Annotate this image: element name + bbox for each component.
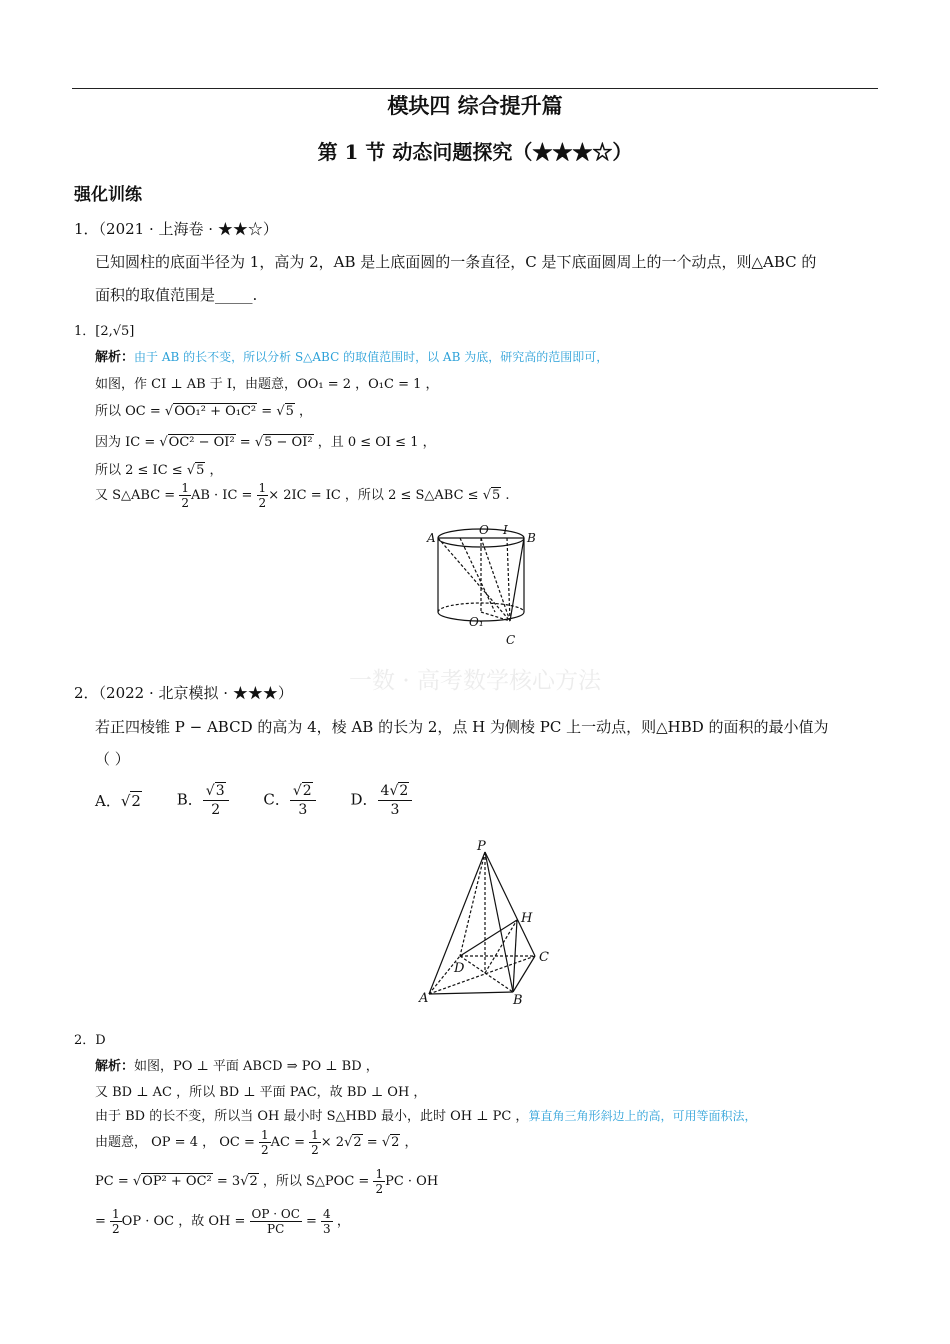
- label-D: D: [454, 961, 465, 976]
- segment-DH: [460, 920, 517, 956]
- option-d[interactable]: D． $\frac{4√2}{3}$: [351, 782, 413, 819]
- segment-IC: [507, 538, 510, 621]
- option-c[interactable]: C． $\frac{√2}{3}$: [263, 782, 315, 819]
- solution2-line6: = $\frac{1}{2}$ OP · OC ，故 OH = $\frac{OP \cdot OC}{PC}$ = $\frac{4}{3}$ ，: [95, 1207, 350, 1236]
- label-A: A: [427, 531, 436, 545]
- problem2-text-line2: （ ）: [95, 750, 130, 768]
- solution2-answer: 2．D: [74, 1033, 106, 1048]
- section-title: 第 1 节 动态问题探究（★★★☆）: [317, 140, 633, 164]
- edge-PB: [485, 852, 513, 992]
- problem2-source: 2．（2022 · 北京模拟 · ★★★）: [74, 684, 293, 702]
- option-a[interactable]: A．√2: [95, 792, 141, 810]
- segment-O1C: [481, 612, 510, 621]
- label-H: H: [521, 911, 533, 926]
- edge-AB: [429, 992, 513, 994]
- solution1-note: 由于 AB 的长不变，所以分析 S△ABC 的取值范围时，以 AB 为底，研究高的范围即可，: [134, 350, 609, 364]
- label-O1: O₁: [469, 615, 484, 629]
- edge-PD: [460, 852, 485, 956]
- problem1-text-line1: 已知圆柱的底面半径为 1，高为 2，AB 是上底面圆的一条直径，C 是下底面圆周上的一个动点，则△ABC 的: [95, 253, 817, 271]
- problem1-text-line2: 面积的取值范围是_____.: [95, 286, 258, 304]
- label-B: B: [527, 531, 536, 545]
- solution2-line3-row: [95, 1105, 756, 1124]
- top-rule: [72, 88, 878, 89]
- watermark: 一数 · 高考数学核心方法: [349, 668, 601, 694]
- training-heading: 强化训练: [74, 185, 142, 205]
- pyramid-figure: [415, 838, 560, 1010]
- solution2-line2: 又 BD ⊥ AC ，所以 BD ⊥ 平面 PAC，故 BD ⊥ OH ，: [95, 1085, 427, 1100]
- solution2-label: 解析：: [95, 1059, 135, 1074]
- solution2-line4: 由题意， OP = 4 ， OC = $\frac{1}{2}$ AC = $\frac{1}{2}$ × 2√2 = √2 ，: [95, 1128, 418, 1157]
- segment-OH: [485, 920, 517, 973]
- solution1-line3: 因为 IC = √OC² − OI² = √5 − OI² ，且 0 ≤ OI ≤ 1 ，: [95, 435, 436, 450]
- solution1-label: 解析：: [95, 350, 135, 365]
- edge-BC: [513, 956, 535, 992]
- solution2-note: 算直角三角形斜边上的高，可用等面积法，: [528, 1109, 757, 1123]
- solution1-line5: 又 S△ABC = $\frac{1}{2}$ AB · IC = $\frac{1}{2}$ × 2IC = IC ，所以 2 ≤ S△ABC ≤ √5 .: [95, 481, 510, 510]
- solution2-line1-row: [95, 1055, 379, 1074]
- label-P: P: [477, 839, 486, 854]
- cylinder-figure: [425, 518, 545, 648]
- label-C: C: [539, 950, 549, 965]
- aux-line: [460, 538, 495, 612]
- solution1-line4: 所以 2 ≤ IC ≤ √5 ，: [95, 463, 223, 478]
- problem1-source: 1．（2021 · 上海卷 · ★★☆）: [74, 220, 278, 238]
- solution2-line3: 由于 BD 的长不变，所以当 OH 最小时 S△HBD 最小，此时 OH ⊥ PC ，: [95, 1109, 529, 1124]
- label-A: A: [419, 991, 429, 1006]
- solution1-line1: 如图，作 CI ⊥ AB 于 I，由题意，OO₁ = 2 ，O₁C = 1 ，: [95, 377, 439, 392]
- segment-OC: [481, 538, 510, 621]
- edge-PC: [485, 852, 535, 956]
- label-C: C: [506, 633, 516, 647]
- solution1-line2: 所以 OC = √OO₁² + O₁C² = √5 ，: [95, 404, 313, 419]
- solution2-line1: 如图，PO ⊥ 平面 ABCD ⇒ PO ⊥ BD ，: [134, 1059, 379, 1074]
- solution1-note-line: [95, 346, 608, 365]
- module-title: 模块四 综合提升篇: [387, 93, 563, 118]
- option-b[interactable]: B． $\frac{√3}{2}$: [177, 782, 229, 819]
- label-I: I: [503, 523, 508, 537]
- problem2-options: [95, 782, 412, 819]
- label-B: B: [513, 993, 523, 1008]
- solution2-line5: PC = √OP² + OC² = 3√2 ，所以 S△POC = $\frac{1}{2}$ PC · OH: [95, 1167, 439, 1196]
- segment-AC: [438, 538, 510, 621]
- label-O: O: [479, 523, 489, 537]
- solution1-answer: 1．[2,√5]: [74, 324, 135, 339]
- diag-AC: [429, 956, 535, 994]
- problem2-text-line1: 若正四棱锥 P − ABCD 的高为 4，棱 AB 的长为 2，点 H 为侧棱 PC 上一动点，则△HBD 的面积的最小值为: [95, 718, 829, 736]
- diag-BD: [460, 956, 513, 992]
